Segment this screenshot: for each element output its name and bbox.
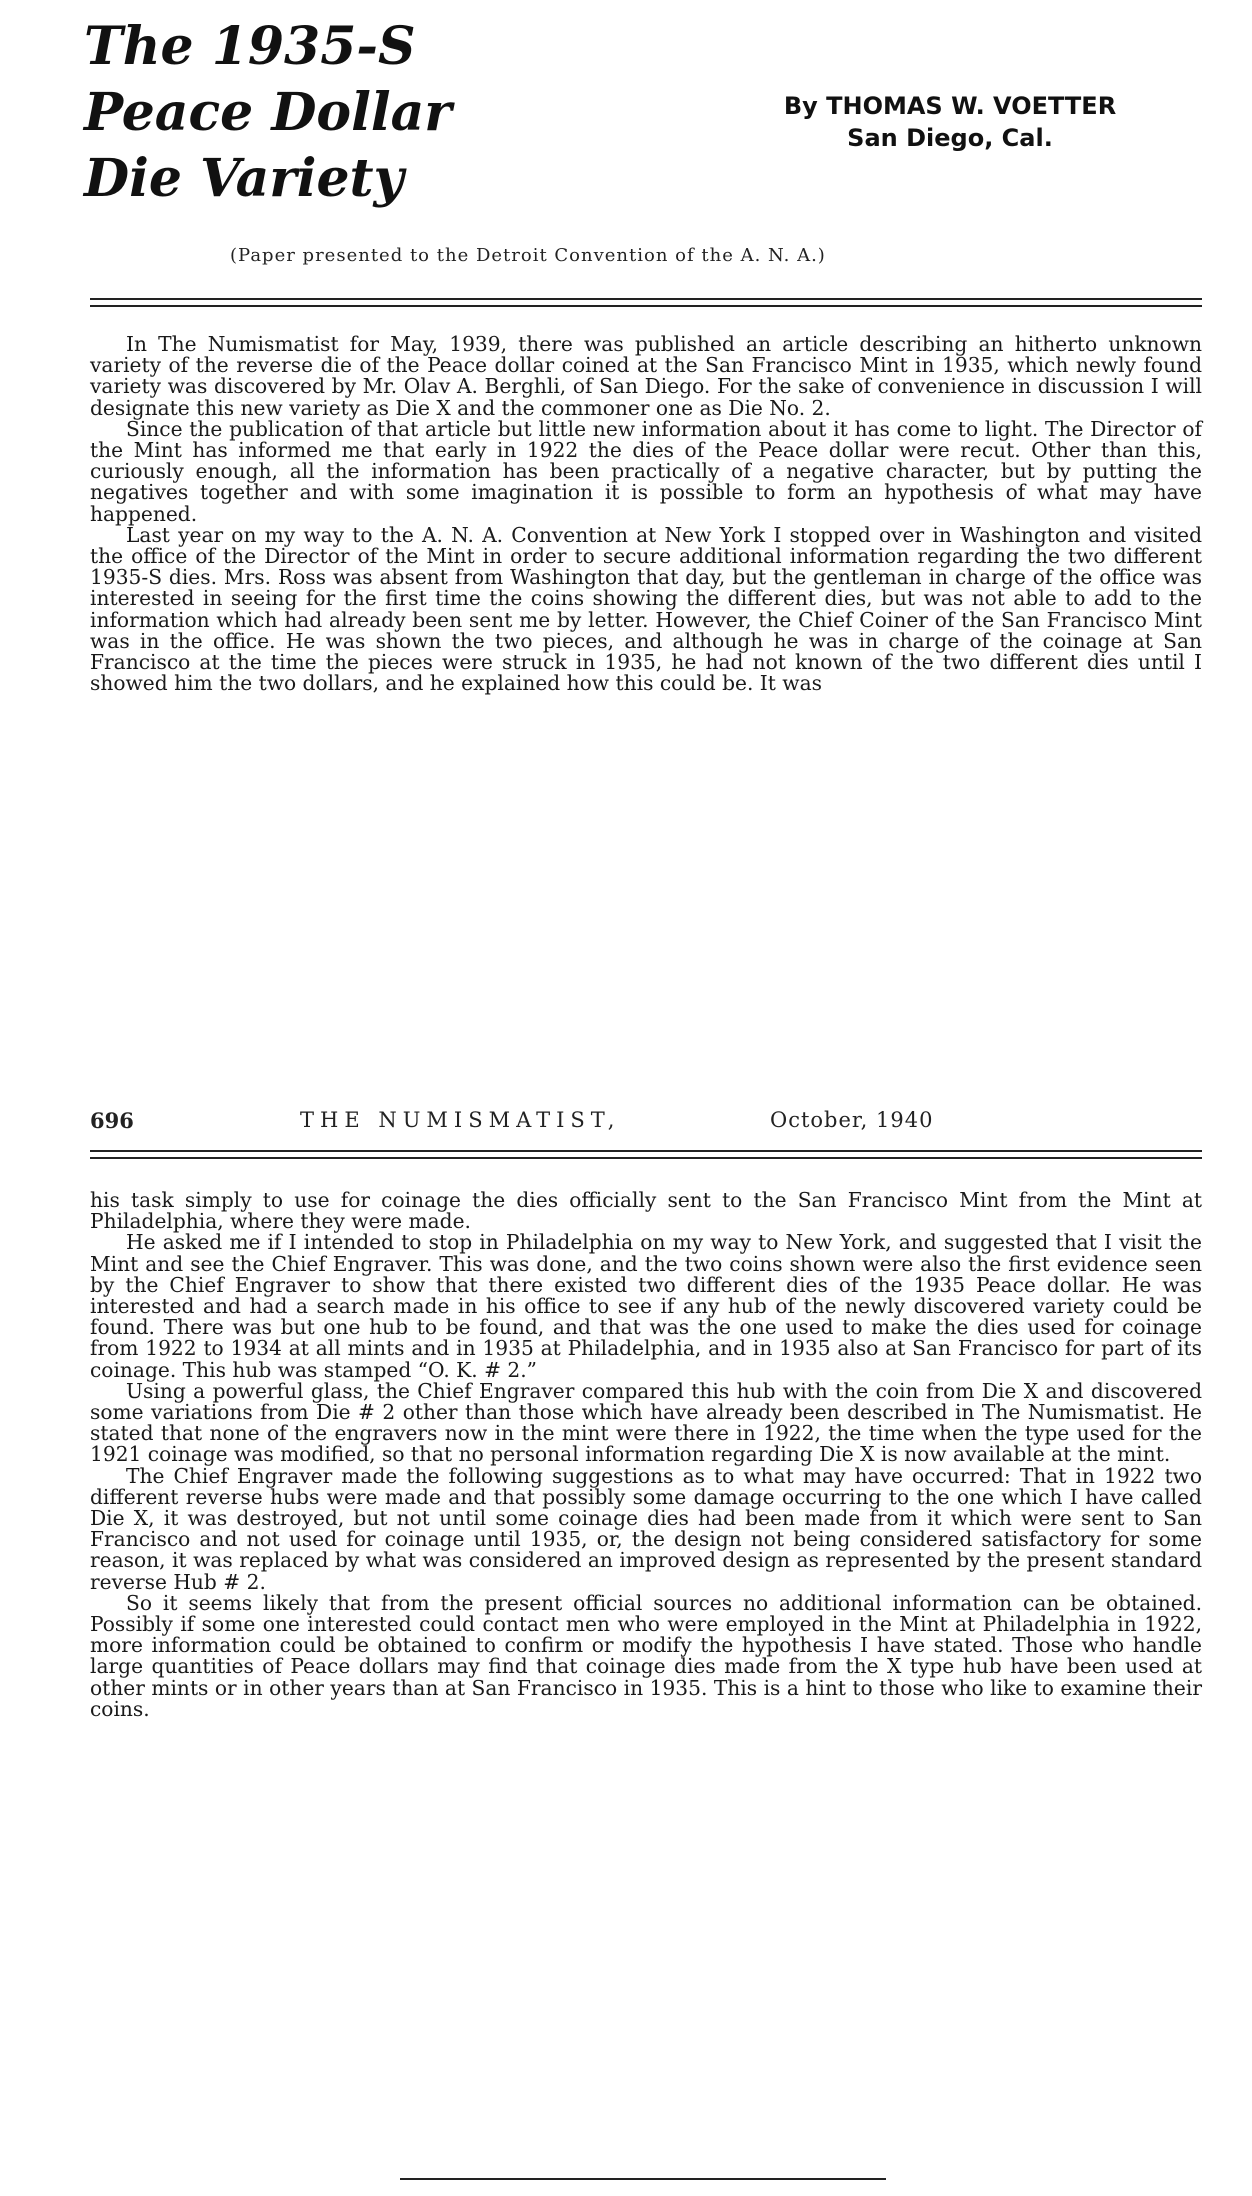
author-name: By THOMAS W. VOETTER xyxy=(783,92,1117,120)
article-title xyxy=(84,14,604,212)
paragraph: So it seems likely that from the present official sources no additional information can be obtained. Possibly if some one interested could contact men who were employed in the Mint at Philadelphia in 1922, more information could be obtained to confirm or modify the hypothesis I have stated. Those who handle large quantities of Peace dollars may find that coinage dies made from the X type hub have been used at other mints or in other years than at San Francisco in 1935. This is a hint to those who like to examine their coins. xyxy=(90,1590,1202,1721)
paragraph: his task simply to use for coinage the dies officially sent to the San Francisco Mint from the Mint at Philadelphia, where they were made. xyxy=(90,1188,1202,1234)
article-body-top xyxy=(90,334,1202,694)
paragraph: The Chief Engraver made the following suggestions as to what may have occurred: That in 1922 two different reverse hubs were made and that possibly some damage occurring to the one which I have called Die X, it was destroyed, but not until some coinage dies had been made from it which were sent to San Francisco and not used for coinage until 1935, or, the design not being considered satisfactory for some reason, it was replaced by what was considered an improved design as represented by the present standard reverse Hub # 2. xyxy=(90,1463,1202,1594)
presentation-note: (Paper presented to the Detroit Convention of the A. N. A.) xyxy=(230,245,826,266)
paragraph: In The Numismatist for May, 1939, there was published an article describing an hitherto unknown variety of the reverse die of the Peace dollar coined at the San Francisco Mint in 1935, which newly found variety was discovered by Mr. Olav A. Berghli, of San Diego. For the sake of convenience in discussion I will designate this new variety as Die X and the commoner one as Die No. 2. xyxy=(90,332,1202,420)
title-line: Die Variety xyxy=(84,148,404,209)
running-head xyxy=(90,1108,1202,1138)
paragraph: He asked me if I intended to stop in Philadelphia on my way to New York, and suggested that I visit the Mint and see the Chief Engraver. This was done, and the two coins shown were also the first evidence seen by the Chief Engraver to show that there existed two different dies of the 1935 Peace dollar. He was interested and had a search made in his office to see if any hub of the newly discovered variety could be found. There was but one hub to be found, and that was the one used to make the dies used for coinage from 1922 to 1934 at all mints and in 1935 at Philadelphia, and in 1935 also at San Francisco for part of its coinage. This hub was stamped “O. K. # 2.” xyxy=(90,1230,1202,1382)
issue-date: October, 1940 xyxy=(770,1108,934,1132)
paragraph: Last year on my way to the A. N. A. Convention at New York I stopped over in Washington and visited the office of the Director of the Mint in order to secure additional information regarding the two different 1935-S dies. Mrs. Ross was absent from Washington that day, but the gentleman in charge of the office was interested in seeing for the first time the coins showing the different dies, but was not able to add to the information which had already been sent me by letter. However, the Chief Coiner of the San Francisco Mint was in the office. He was shown the two pieces, and although he was in charge of the coinage at San Francisco at the time the pieces were struck in 1935, he had not known of the two different dies until I showed him the two dollars, and he explained how this could be. It was xyxy=(90,522,1202,696)
page-number: 696 xyxy=(90,1108,134,1133)
double-rule-divider xyxy=(90,298,1202,307)
article-body-bottom xyxy=(90,1190,1202,1720)
double-rule-divider xyxy=(90,1150,1202,1159)
title-line: Peace Dollar xyxy=(84,82,452,143)
title-line: The 1935-S xyxy=(84,16,416,77)
magazine-name: THE NUMISMATIST, xyxy=(300,1108,621,1132)
paragraph: Using a powerful glass, the Chief Engraver compared this hub with the coin from Die X and discovered some variations from Die # 2 other than those which have already been described in The Numismatist. He stated that none of the engravers now in the mint were there in 1922, the time when the type used for the 1921 coinage was modified, so that no personal information regarding Die X is now available at the mint. xyxy=(90,1378,1202,1467)
paragraph: Since the publication of that article but little new information about it has come to light. The Director of the Mint has informed me that early in 1922 the dies of the Peace dollar were recut. Other than this, curiously enough, all the information has been practically of a negative character, but by putting the negatives together and with some imagination it is possible to form an hypothesis of what may have happened. xyxy=(90,416,1202,526)
end-rule xyxy=(400,2178,886,2180)
byline xyxy=(700,90,1200,154)
author-location: San Diego, Cal. xyxy=(847,124,1053,152)
